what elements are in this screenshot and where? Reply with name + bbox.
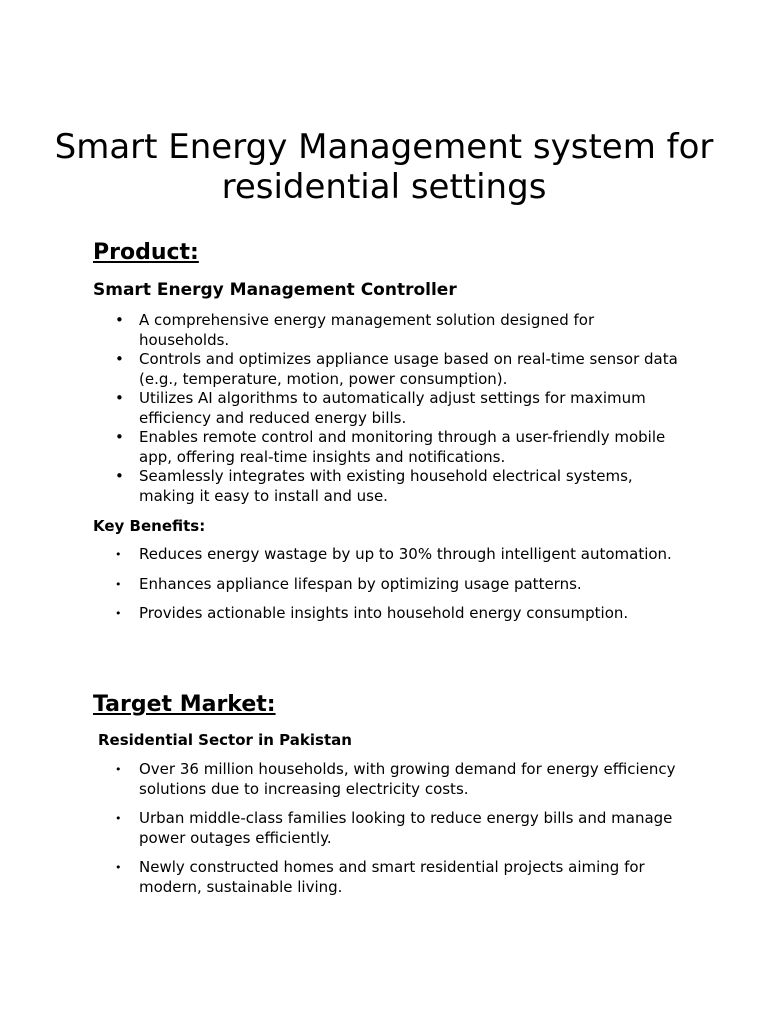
list-item-text: Enhances appliance lifespan by optimizing usage patterns. [139, 574, 582, 593]
list-item-text: A comprehensive energy management solution designed for households. [139, 311, 595, 349]
list-item-text: Newly constructed homes and smart residential projects aiming for modern, sustainable living. [139, 858, 645, 896]
list-item [93, 428, 678, 467]
list-item [93, 350, 678, 389]
list-item [93, 809, 678, 848]
target-market-list [93, 760, 678, 907]
bullet-icon: • [115, 350, 124, 368]
list-item-text: Provides actionable insights into household energy consumption. [139, 604, 629, 622]
list-item-text: Utilizes AI algorithms to automatically adjust settings for maximum efficiency and reduced energy bills. [139, 389, 646, 427]
product-subheading: Smart Energy Management Controller [93, 280, 457, 300]
bullet-icon: • [115, 861, 122, 874]
target-market-subheading: Residential Sector in Pakistan [98, 731, 352, 749]
list-item [93, 760, 678, 799]
product-bullet-list [93, 311, 678, 506]
list-item-text: Urban middle-class families looking to reduce energy bills and manage power outages efficiently. [139, 809, 673, 847]
list-item-text: Over 36 million households, with growing demand for energy efficiency solutions due to increasing electricity costs. [139, 760, 676, 798]
bullet-icon: • [115, 812, 122, 825]
list-item [93, 545, 678, 565]
list-item-text: Seamlessly integrates with existing household electrical systems, making it easy to install and use. [139, 467, 633, 505]
list-item [93, 575, 678, 595]
document-title: Smart Energy Management system for residential settings [54, 127, 714, 207]
bullet-icon: • [115, 311, 124, 329]
bullet-icon: • [115, 607, 122, 620]
list-item-text: Enables remote control and monitoring through a user-friendly mobile app, offering real-time insights and notifications. [139, 428, 666, 466]
bullet-icon: • [115, 548, 122, 561]
key-benefits-list [93, 545, 678, 634]
key-benefits-heading: Key Benefits: [93, 517, 206, 535]
list-item-text: Reduces energy wastage by up to 30% through intelligent automation. [139, 545, 672, 563]
list-item [93, 311, 678, 350]
list-item [93, 389, 678, 428]
list-item [93, 858, 678, 897]
bullet-icon: • [115, 428, 124, 446]
list-item [93, 467, 678, 506]
list-item [93, 604, 678, 624]
list-item-text: Controls and optimizes appliance usage based on real-time sensor data (e.g., temperature, motion, power consumption). [139, 350, 678, 388]
target-market-heading: Target Market: [93, 692, 276, 717]
product-heading: Product: [93, 240, 199, 265]
bullet-icon: • [115, 577, 122, 591]
bullet-icon: • [115, 467, 124, 485]
bullet-icon: • [115, 763, 122, 776]
bullet-icon: • [115, 389, 124, 407]
